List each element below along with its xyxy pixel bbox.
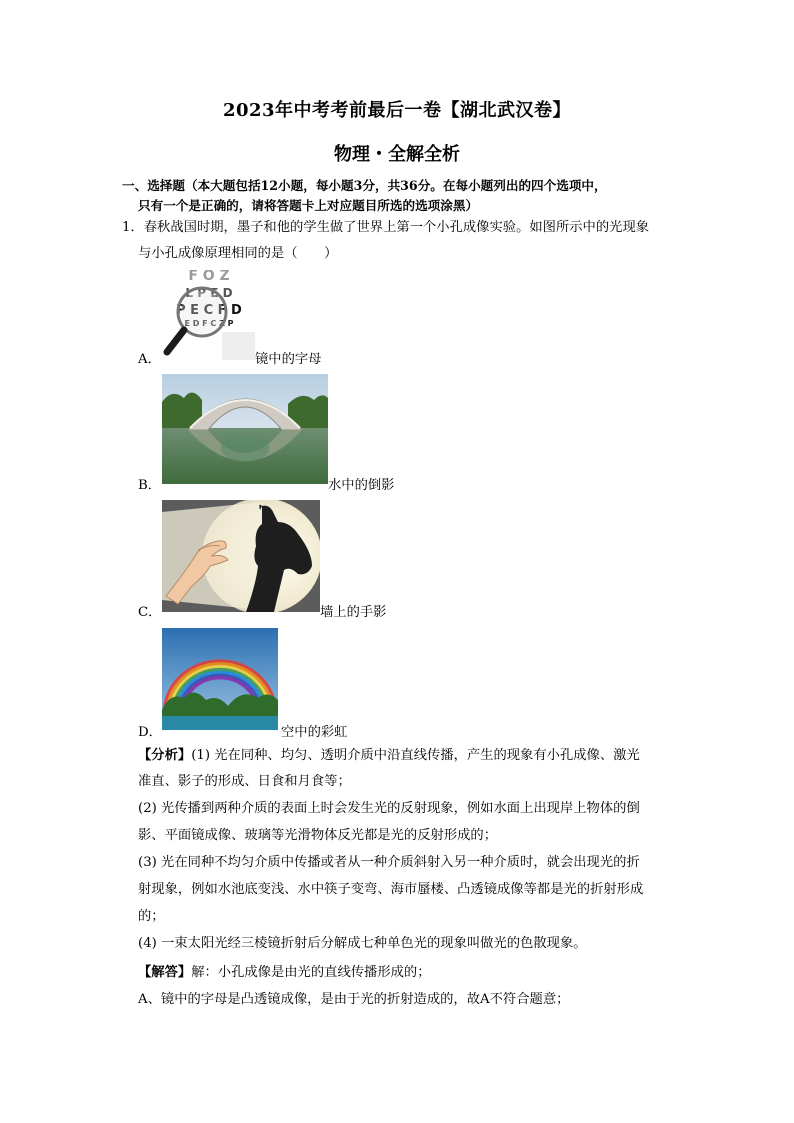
analysis-line4: 影、平面镜成像、玻璃等光滑物体反光都是光的反射形成的； <box>138 828 498 843</box>
option-c-label: C． <box>138 605 162 620</box>
analysis-line3: (2) 光传播到两种介质的表面上时会发生光的反射现象，例如水面上出现岸上物体的倒 <box>138 801 640 816</box>
analysis-line8: (4) 一束太阳光经三棱镜折射后分解成七种单色光的现象叫做光的色散现象。 <box>138 936 587 951</box>
svg-text:L P E D: L P E D <box>185 286 233 300</box>
option-a-caption: 镜中的字母 <box>255 352 322 367</box>
svg-text:P E C F D: P E C F D <box>176 303 242 318</box>
svg-text:E D F C Z P: E D F C Z P <box>184 319 234 328</box>
analysis-line5: (3) 光在同种不均匀介质中传播或者从一种介质斜射入另一种介质时，就会出现光的折 <box>138 855 640 870</box>
section-heading-line2: 只有一个是正确的，请将答题卡上对应题目所选的选项涂黑） <box>138 198 479 213</box>
answer-text: 解：小孔成像是由光的直线传播形成的； <box>191 965 431 980</box>
hand-shadow-image <box>162 500 320 612</box>
option-d-label: D． <box>138 725 162 740</box>
svg-text:F O Z: F O Z <box>188 270 230 284</box>
question-stem-line1: 1．春秋战国时期，墨子和他的学生做了世界上第一个小孔成像实验。如图所示中的光现象 <box>122 220 650 235</box>
analysis-line1 <box>138 746 640 766</box>
page-subtitle: 物理・全解全析 <box>334 144 460 165</box>
magnifier-letters-image <box>162 270 255 360</box>
question-stem-line2: 与小孔成像原理相同的是（ ） <box>138 246 338 261</box>
option-c-caption: 墙上的手影 <box>320 605 387 620</box>
analysis-line6: 射现象，例如水池底变浅、水中筷子变弯、海市蜃楼、凸透镜成像等都是光的折射形成 <box>138 882 644 897</box>
option-d-caption: 空中的彩虹 <box>281 725 348 740</box>
analysis-line7: 的； <box>138 909 165 924</box>
section-heading-line1: 一、选择题（本大题包括12小题，每小题3分，共36分。在每小题列出的四个选项中， <box>122 178 607 193</box>
bridge-reflection-image <box>162 374 328 484</box>
rainbow-image <box>162 628 278 730</box>
answer-line2: A、镜中的字母是凸透镜成像，是由于光的折射造成的，故A不符合题意； <box>138 992 570 1007</box>
answer-tag: 【解答】 <box>138 965 192 980</box>
option-b-caption: 水中的倒影 <box>328 478 395 493</box>
analysis-text: (1) 光在同种、均匀、透明介质中沿直线传播，产生的现象有小孔成像、激光 <box>191 748 640 763</box>
answer-line1 <box>138 963 431 983</box>
analysis-tag: 【分析】 <box>138 748 192 763</box>
page-title: 2023年中考考前最后一卷【湖北武汉卷】 <box>222 100 572 121</box>
option-b-label: B． <box>138 478 162 493</box>
analysis-line2: 准直、影子的形成、日食和月食等； <box>138 774 351 789</box>
option-a-label: A． <box>138 352 161 367</box>
